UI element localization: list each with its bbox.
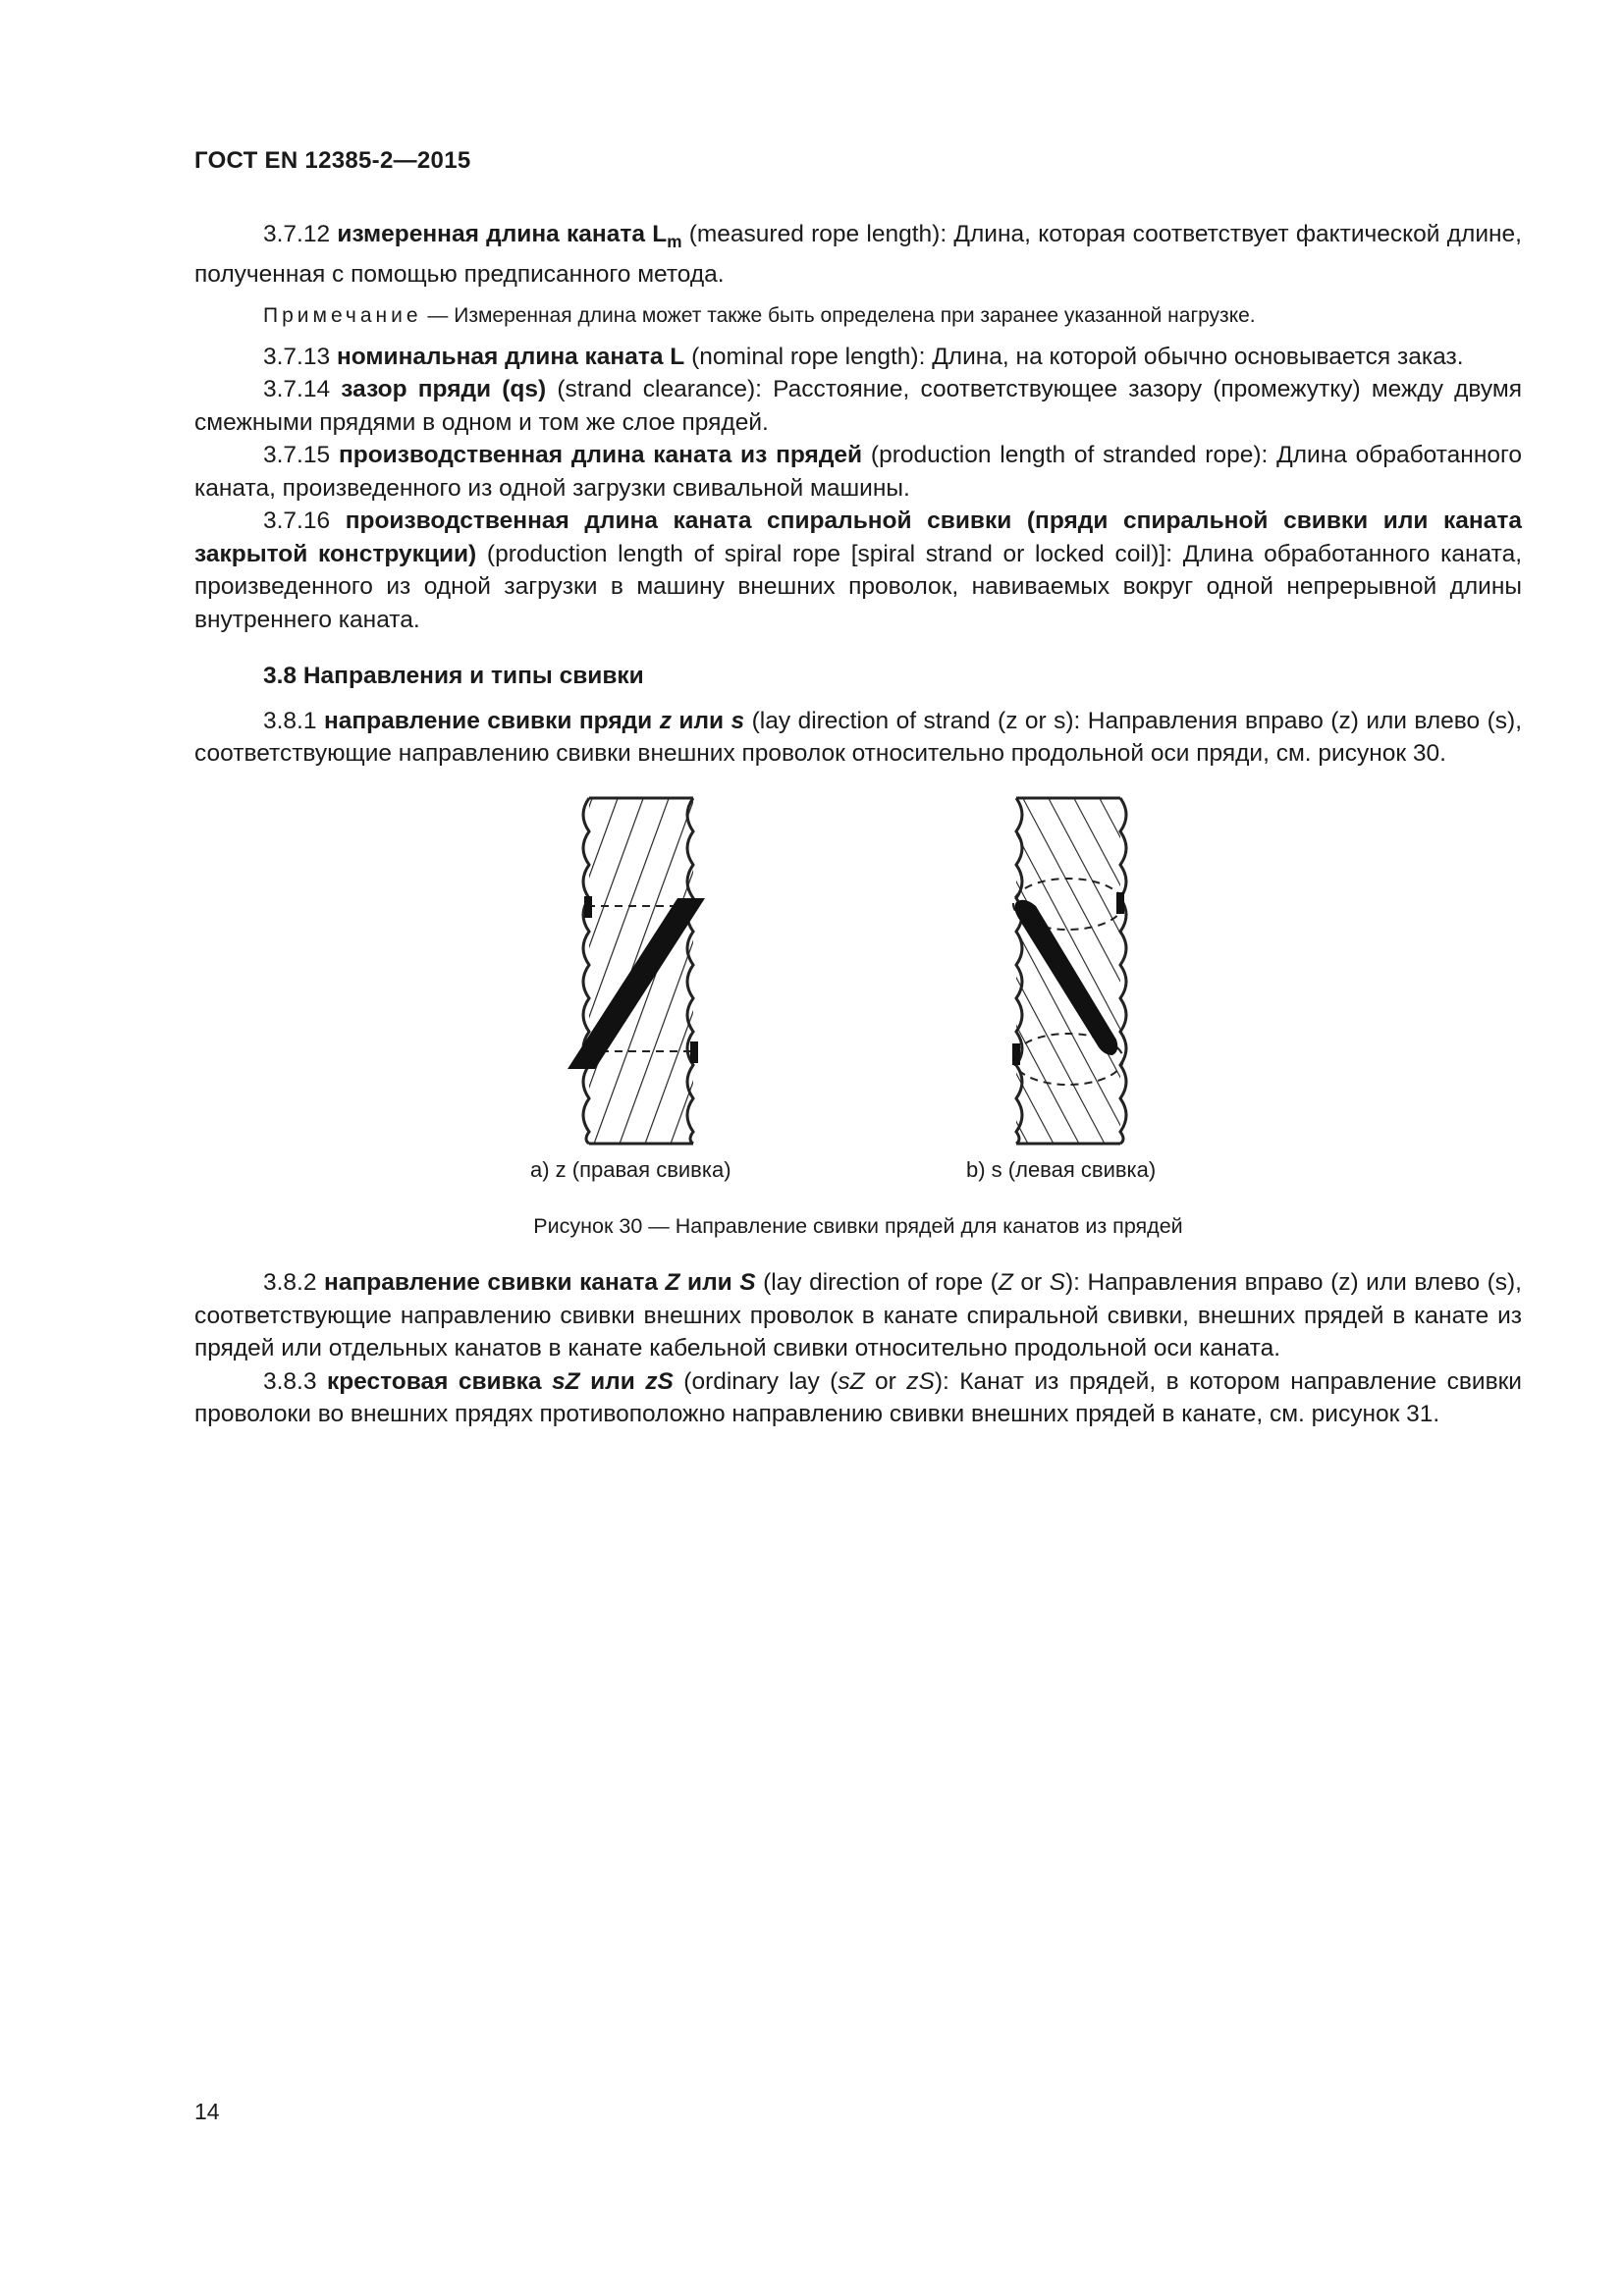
paragraph-3-7-12 — [194, 218, 1522, 292]
section-heading-3-8: 3.8 Направления и типы свивки — [263, 663, 644, 690]
paragraph-3-7-14 — [194, 373, 1522, 439]
paragraph-3-7-16 — [194, 505, 1522, 636]
term-zS: zS — [645, 1367, 674, 1395]
figure-caption-a: a) z (правая свивка) — [530, 1156, 731, 1182]
term: номинальная длина каната L — [336, 343, 685, 370]
term-or: или — [671, 707, 731, 734]
document-header: ГОСТ EN 12385-2—2015 — [194, 147, 471, 174]
term: производственная длина каната спиральной свивки (пряди спиральной свивки или каната закрытой конструкции) — [194, 507, 1522, 567]
note — [194, 301, 1522, 331]
paragraph-3-8-2 — [194, 1266, 1522, 1365]
definition-text: (ordinary lay ( — [673, 1367, 839, 1395]
figure-title: Рисунок 30 — Направление свивки прядей для канатов из прядей — [533, 1213, 1183, 1238]
clause-number: 3.7.12 — [263, 221, 338, 247]
definition-text: or — [1012, 1269, 1050, 1297]
definition-text: (lay direction of strand (z or s): Направления вправо (z) или влево (s), соответствующие направлению свивки внешних проволок относительно продольной оси пряди, см. рисунок 30. — [194, 707, 1522, 768]
paragraph-3-8-1 — [194, 705, 1522, 771]
definition-text: (production length of spiral rope [spiral strand or locked coil)]: Длина обработанного каната, произведенного из одной загрузки в машину внешних проволок, навиваемых вокруг одной непрерывной длины внутреннего каната. — [194, 540, 1523, 633]
definition-text: (lay direction of rope ( — [755, 1269, 999, 1297]
term-z: z — [659, 707, 672, 734]
italic-S: S — [1049, 1269, 1065, 1297]
clause-number: 3.8.2 — [263, 1269, 325, 1297]
term-sZ: sZ — [552, 1367, 580, 1395]
term-Z: Z — [665, 1269, 680, 1297]
page-number: 14 — [194, 2099, 220, 2124]
definition-text: or — [864, 1367, 907, 1395]
definition-text: (strand clearance): Расстояние, соответствующее зазору (промежутку) между двумя смежными прядями в одном и том же слое прядей. — [194, 376, 1522, 436]
clause-number: 3.8.1 — [263, 707, 324, 734]
z-lay-strand-drawing — [568, 794, 715, 1148]
clause-number: 3.7.16 — [263, 507, 346, 535]
definition-text: (measured rope length): Длина, которая соответствует фактической длине, полученная с помощью предписанного метода. — [194, 221, 1522, 289]
clause-number: 3.7.13 — [263, 343, 337, 370]
document-body — [194, 218, 1522, 1431]
figure-30 — [194, 794, 1522, 1206]
s-lay-strand-drawing — [995, 794, 1142, 1148]
definition-text: ): Канат из прядей, в котором направление свивки проволоки во внешних прядях противоположно направлению свивки внешних прядей в канате, см. рисунок 31. — [194, 1367, 1522, 1428]
term-s: s — [731, 707, 745, 734]
italic-zS: zS — [906, 1367, 935, 1395]
definition-text: ): Направления вправо (z) или влево (s), соответствующие направлению свивки внешних проволок в канате спиральной свивки, внешних прядей в канате из прядей или отдельных канатов в канате кабельной свивки относительно продольной оси каната. — [194, 1269, 1522, 1362]
paragraph-3-8-3 — [194, 1365, 1522, 1431]
clause-number: 3.7.15 — [263, 442, 339, 469]
definition-text: (production length of stranded rope): Длина обработанного каната, произведенного из одной загрузки свивальной машины. — [194, 442, 1522, 502]
paragraph-3-7-15 — [194, 439, 1522, 505]
term: измеренная длина каната L — [337, 221, 668, 247]
term-or: или — [679, 1269, 740, 1297]
term: направление свивки каната — [324, 1269, 666, 1297]
italic-Z: Z — [998, 1269, 1013, 1297]
italic-sZ: sZ — [838, 1367, 865, 1395]
term-subscript: m — [667, 231, 682, 251]
term: зазор пряди (qs) — [341, 376, 547, 403]
definition-text: (nominal rope length): Длина, на которой обычно основывается заказ. — [684, 343, 1464, 370]
term: производственная длина каната из прядей — [338, 442, 863, 469]
paragraph-3-7-13 — [194, 341, 1522, 374]
term-S: S — [739, 1269, 756, 1297]
term-or: или — [579, 1367, 646, 1395]
figure-caption-b: b) s (левая свивка) — [966, 1156, 1157, 1182]
note-text: — Измеренная длина может также быть определена при заранее указанной нагрузке. — [421, 303, 1256, 327]
note-label: Примечание — [263, 303, 422, 327]
clause-number: 3.7.14 — [263, 376, 342, 403]
clause-number: 3.8.3 — [263, 1367, 327, 1395]
term: крестовая свивка — [326, 1367, 553, 1395]
term: направление свивки пряди — [323, 707, 660, 734]
